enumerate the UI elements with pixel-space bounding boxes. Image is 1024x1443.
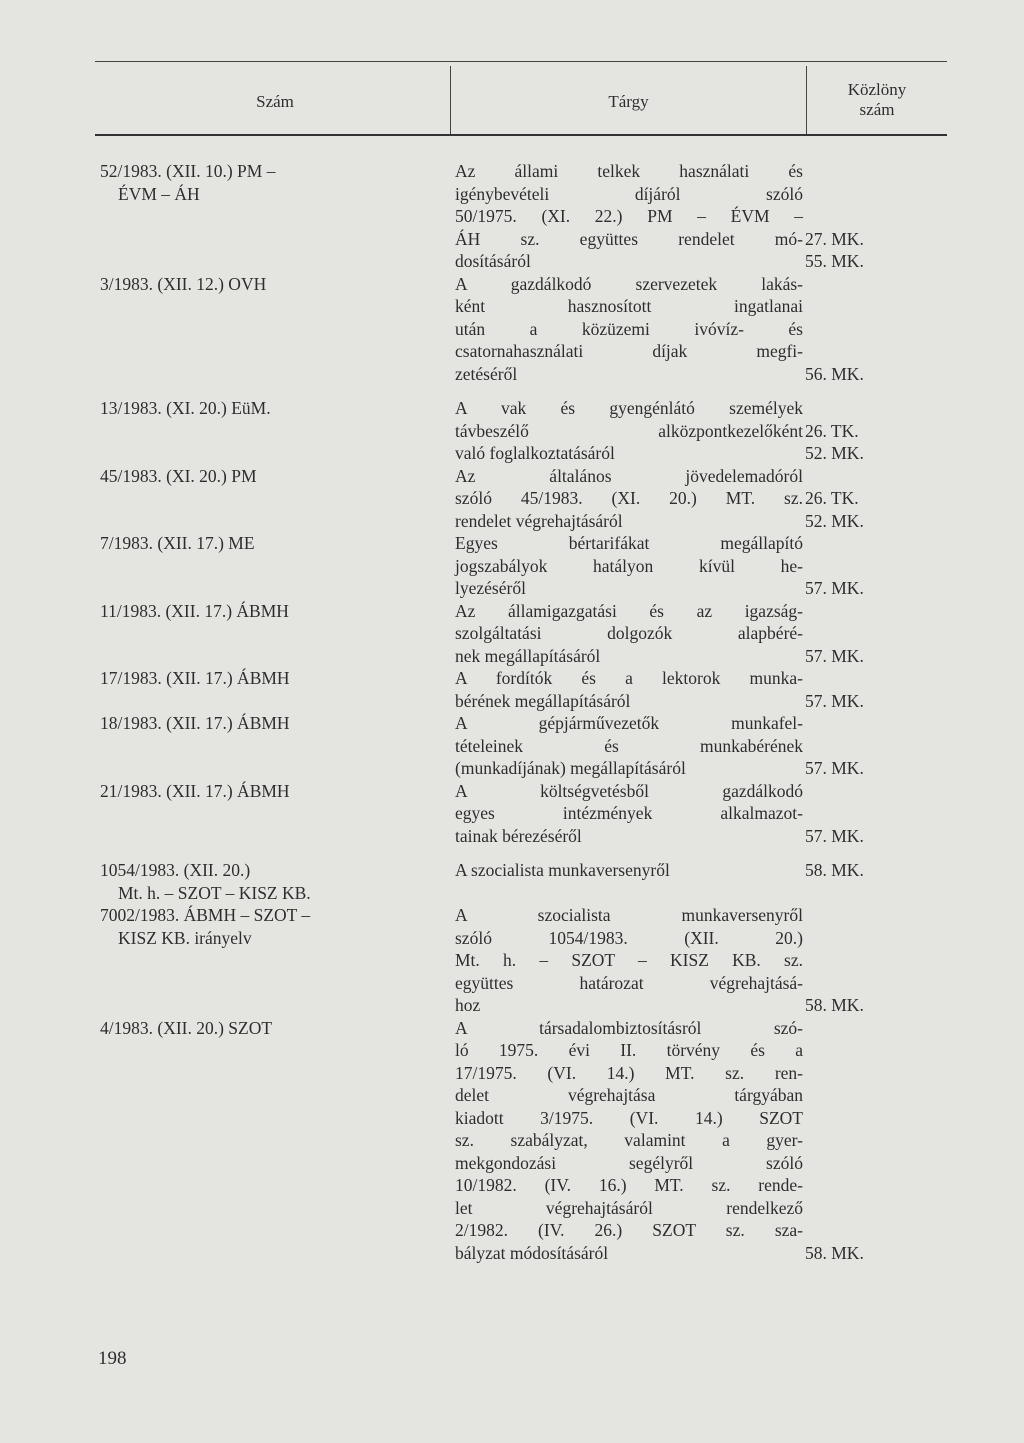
entry-subject-line: A gazdálkodó szervezetek lakás- xyxy=(455,273,803,294)
entry-gazette-line xyxy=(805,1107,905,1130)
entry-gazette-line xyxy=(805,318,905,341)
entry-subject xyxy=(455,780,803,848)
entry-gazette xyxy=(803,667,905,712)
entry-number-line: Mt. h. – SZOT – KISZ KB. xyxy=(118,882,311,903)
entry-subject-line: sz. szabályzat, valamint a gyer- xyxy=(455,1130,803,1150)
entry-gazette-line xyxy=(805,532,905,555)
entry-subject-line: távbeszélő alközpontkezelőként xyxy=(455,420,803,441)
entry-subject-line: együttes határozat végrehajtásá- xyxy=(455,972,803,993)
entry-number xyxy=(100,600,455,668)
entry-gazette-line xyxy=(805,1219,905,1242)
entry-subject-line: 17/1975. (VI. 14.) MT. sz. ren- xyxy=(455,1062,803,1083)
table-row xyxy=(100,273,960,386)
entry-gazette-line: 58. MK. xyxy=(805,1242,864,1263)
table-row xyxy=(100,600,960,668)
entry-gazette-line: 55. MK. xyxy=(805,251,864,271)
entry-gazette-line xyxy=(805,397,905,420)
entry-gazette-line: 52. MK. xyxy=(805,510,864,531)
entry-subject xyxy=(455,1017,803,1265)
entry-gazette xyxy=(803,273,905,386)
entry-subject xyxy=(455,397,803,465)
legislation-table xyxy=(100,160,960,1264)
entry-number xyxy=(100,667,455,712)
entry-subject-line: Az általános jövedelemadóról xyxy=(455,465,803,486)
entry-subject-line: delet végrehajtása tárgyában xyxy=(455,1085,803,1105)
entry-gazette-line xyxy=(805,1039,905,1062)
entry-subject-line: bályzat módosításáról xyxy=(455,1242,609,1263)
entry-subject xyxy=(455,904,803,1017)
entry-gazette-line xyxy=(805,205,905,228)
entry-gazette xyxy=(803,1017,905,1265)
entry-gazette-line xyxy=(805,904,905,927)
entry-number-line: 52/1983. (XII. 10.) PM – xyxy=(100,161,276,181)
entry-number xyxy=(100,273,455,386)
entry-number-line: 13/1983. (XI. 20.) EüM. xyxy=(100,398,271,418)
entry-subject-line: ló 1975. évi II. törvény és a xyxy=(455,1040,803,1060)
entry-subject xyxy=(455,667,803,712)
entry-gazette xyxy=(803,859,905,904)
entry-gazette-line xyxy=(805,972,905,995)
entry-subject-line: bérének megállapításáról xyxy=(455,690,631,711)
header-subject: Tárgy xyxy=(608,92,649,111)
entry-subject-line: lyezéséről xyxy=(455,578,526,598)
entry-subject-line: szolgáltatási dolgozók alapbéré- xyxy=(455,623,803,643)
entry-gazette-line xyxy=(805,295,905,318)
entry-gazette-line: 27. MK. xyxy=(805,228,864,249)
entry-gazette-line xyxy=(805,555,905,578)
entry-subject xyxy=(455,532,803,600)
entry-subject-line: A gépjárművezetők munkafel- xyxy=(455,713,803,733)
entry-gazette-line xyxy=(805,1152,905,1175)
entry-subject-line: Az állami telkek használati és xyxy=(455,161,803,181)
entry-number-line: 7/1983. (XII. 17.) ME xyxy=(100,533,255,553)
entry-number xyxy=(100,465,455,533)
entry-gazette-line xyxy=(805,735,905,758)
entry-subject-line: zetéséről xyxy=(455,363,518,384)
entry-gazette-line xyxy=(805,273,905,296)
entry-subject-line: egyes intézmények alkalmazot- xyxy=(455,803,803,823)
entry-number xyxy=(100,160,455,273)
page-number: 198 xyxy=(98,1348,127,1369)
table-row xyxy=(100,859,960,904)
entry-subject xyxy=(455,600,803,668)
entry-gazette-line xyxy=(805,1197,905,1220)
entry-gazette-line: 26. TK. xyxy=(805,488,859,508)
table-row xyxy=(100,465,960,533)
entry-subject xyxy=(455,465,803,533)
header-gazette-line: szám xyxy=(859,100,895,119)
table-row xyxy=(100,397,960,465)
entry-number-line: 3/1983. (XII. 12.) OVH xyxy=(100,273,267,294)
entry-number-line: 11/1983. (XII. 17.) ÁBMH xyxy=(100,600,289,621)
entry-subject-line: jogszabályok hatályon kívül he- xyxy=(455,555,803,576)
entry-gazette xyxy=(803,904,905,1017)
entry-subject-line: szóló 1054/1983. (XII. 20.) xyxy=(455,927,803,948)
entry-gazette-line: 26. TK. xyxy=(805,420,859,441)
entry-gazette xyxy=(803,397,905,465)
entry-number-line: KISZ KB. irányelv xyxy=(118,927,252,948)
table-top-rule xyxy=(95,61,947,62)
entry-subject-line: rendelet végrehajtásáról xyxy=(455,510,623,531)
entry-gazette-line: 57. MK. xyxy=(805,825,864,846)
entry-subject-line: A társadalombiztosításról szó- xyxy=(455,1017,803,1038)
entry-subject-line: A szocialista munkaversenyről xyxy=(455,905,803,925)
entry-gazette-line xyxy=(805,667,905,690)
entry-subject-line: tételeinek és munkabérének xyxy=(455,735,803,756)
entry-gazette-line: 57. MK. xyxy=(805,758,864,778)
entry-subject-line: 10/1982. (IV. 16.) MT. sz. rende- xyxy=(455,1175,803,1195)
entry-number xyxy=(100,397,455,465)
entry-gazette-line xyxy=(805,1062,905,1085)
entry-subject-line: 2/1982. (IV. 26.) SZOT sz. sza- xyxy=(455,1220,803,1240)
entry-subject-line: igénybevételi díjáról szóló xyxy=(455,183,803,204)
entry-subject xyxy=(455,712,803,780)
table-row xyxy=(100,1017,960,1265)
entry-subject-line: ként hasznosított ingatlanai xyxy=(455,296,803,316)
entry-gazette xyxy=(803,712,905,780)
table-row xyxy=(100,904,960,1017)
entry-subject-line: 50/1975. (XI. 22.) PM – ÉVM – xyxy=(455,206,803,226)
entry-gazette xyxy=(803,160,905,273)
entry-number-line: ÉVM – ÁH xyxy=(118,183,200,204)
entry-subject-line: tainak bérezéséről xyxy=(455,825,582,846)
entry-subject xyxy=(455,273,803,386)
entry-gazette-line xyxy=(805,802,905,825)
entry-subject-line: dosításáról xyxy=(455,251,531,271)
entry-gazette-line: 58. MK. xyxy=(805,860,864,880)
entry-gazette-line: 58. MK. xyxy=(805,995,864,1015)
entry-subject xyxy=(455,160,803,273)
entry-subject-line: való foglalkoztatásáról xyxy=(455,443,615,463)
entry-number xyxy=(100,712,455,780)
entry-gazette-line xyxy=(805,183,905,206)
entry-subject-line: hoz xyxy=(455,995,481,1015)
table-row xyxy=(100,160,960,273)
entry-gazette-line xyxy=(805,600,905,623)
entry-gazette-line xyxy=(805,1084,905,1107)
entry-gazette-line: 56. MK. xyxy=(805,363,864,384)
entry-gazette-line: 57. MK. xyxy=(805,645,864,666)
entry-gazette-line xyxy=(805,465,905,488)
entry-number-line: 45/1983. (XI. 20.) PM xyxy=(100,465,257,486)
entry-number xyxy=(100,780,455,848)
entry-subject-line: (munkadíjának) megállapításáról xyxy=(455,758,686,778)
entry-number xyxy=(100,532,455,600)
entry-number-line: 4/1983. (XII. 20.) SZOT xyxy=(100,1017,273,1038)
entry-subject-line: A szocialista munkaversenyről xyxy=(455,860,670,880)
entry-gazette-line: 57. MK. xyxy=(805,690,864,711)
entry-subject-line: nek megállapításáról xyxy=(455,645,601,666)
entry-gazette xyxy=(803,465,905,533)
entry-number xyxy=(100,859,455,904)
entry-gazette-line xyxy=(805,160,905,183)
entry-gazette-line xyxy=(805,1129,905,1152)
entry-subject-line: A költségvetésből gazdálkodó xyxy=(455,780,803,801)
entry-number-line: 17/1983. (XII. 17.) ÁBMH xyxy=(100,668,290,688)
table-row xyxy=(100,667,960,712)
header-number: Szám xyxy=(256,92,294,111)
entry-subject-line: után a közüzemi ivóvíz- és xyxy=(455,318,803,339)
entry-subject-line: szóló 45/1983. (XI. 20.) MT. sz. xyxy=(455,488,803,508)
entry-gazette-line xyxy=(805,1174,905,1197)
entry-gazette-line xyxy=(805,927,905,950)
entry-subject-line: mekgondozási segélyről szóló xyxy=(455,1152,803,1173)
entry-subject-line: Az államigazgatási és az igazság- xyxy=(455,600,803,621)
entry-number-line: 21/1983. (XII. 17.) ÁBMH xyxy=(100,780,290,801)
entry-gazette-line: 57. MK. xyxy=(805,578,864,598)
entry-gazette-line: 52. MK. xyxy=(805,443,864,463)
entry-number xyxy=(100,904,455,1017)
entry-subject xyxy=(455,859,803,904)
entry-gazette xyxy=(803,600,905,668)
entry-subject-line: Mt. h. – SZOT – KISZ KB. sz. xyxy=(455,950,803,970)
header-gazette-line: Közlöny xyxy=(847,80,907,99)
table-row xyxy=(100,532,960,600)
entry-subject-line: A fordítók és a lektorok munka- xyxy=(455,668,803,688)
table-row xyxy=(100,712,960,780)
entry-gazette-line xyxy=(805,949,905,972)
table-header-rule xyxy=(95,134,947,136)
header-gazette xyxy=(807,80,947,120)
entry-subject-line: Egyes bértarifákat megállapító xyxy=(455,533,803,553)
entry-subject-line: csatornahasználati díjak megfi- xyxy=(455,341,803,361)
entry-gazette-line xyxy=(805,340,905,363)
table-row xyxy=(100,780,960,848)
entry-gazette xyxy=(803,532,905,600)
entry-subject-line: kiadott 3/1975. (VI. 14.) SZOT xyxy=(455,1107,803,1128)
entry-number-line: 7002/1983. ÁBMH – SZOT – xyxy=(100,905,311,925)
entry-gazette-line xyxy=(805,1017,905,1040)
entry-number-line: 18/1983. (XII. 17.) ÁBMH xyxy=(100,713,290,733)
entry-gazette-line xyxy=(805,622,905,645)
entry-gazette-line xyxy=(805,712,905,735)
entry-subject-line: A vak és gyengénlátó személyek xyxy=(455,398,803,418)
entry-subject-line: ÁH sz. együttes rendelet mó- xyxy=(455,228,803,249)
entry-gazette xyxy=(803,780,905,848)
entry-subject-line: let végrehajtásáról rendelkező xyxy=(455,1197,803,1218)
entry-gazette-line xyxy=(805,780,905,803)
entry-number-line: 1054/1983. (XII. 20.) xyxy=(100,860,251,880)
entry-number xyxy=(100,1017,455,1265)
